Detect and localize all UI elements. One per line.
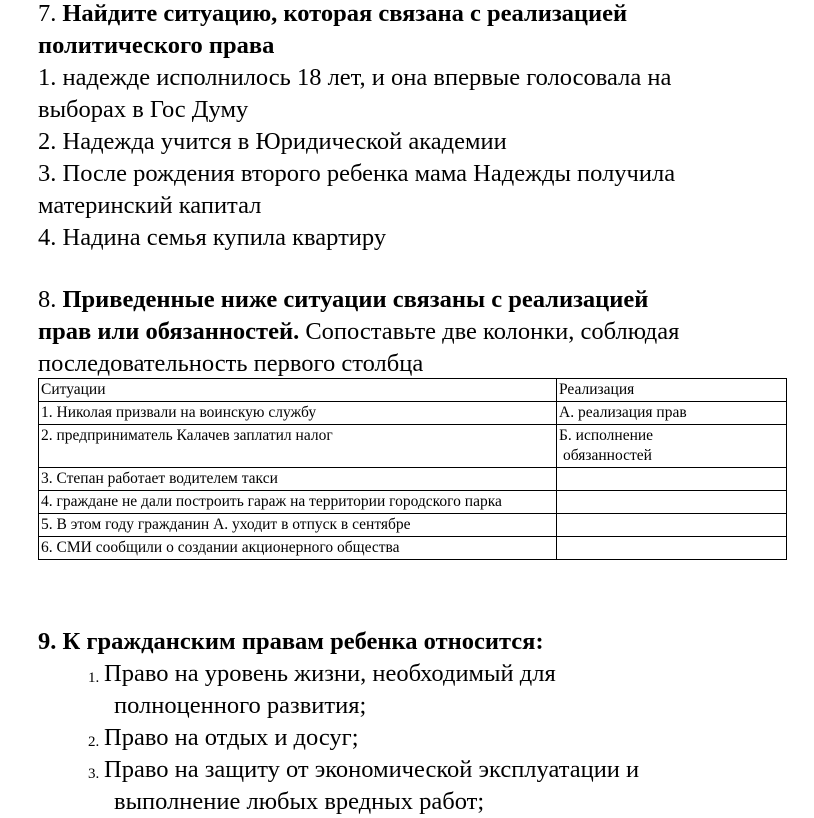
situation-cell: 1. Николая призвали на воинскую службу bbox=[39, 402, 557, 425]
q7-option-1-cont: выборах в Гос Думу bbox=[38, 96, 249, 123]
q7-option-4: 4. Надина семья купила квартиру bbox=[38, 224, 387, 251]
q7-option-3-cont: материнский капитал bbox=[38, 192, 262, 219]
situation-cell: 4. граждане не дали построить гараж на территории городского парка bbox=[39, 491, 557, 514]
question-9 bbox=[38, 626, 639, 818]
q9-item-3 bbox=[38, 754, 639, 786]
q7-title-line1 bbox=[38, 0, 675, 30]
q8-bold1: Приведенные ниже ситуации связаны с реализацией bbox=[62, 286, 649, 313]
realization-line2: обязанностей bbox=[563, 447, 652, 464]
table-row bbox=[39, 514, 787, 537]
question-8 bbox=[38, 284, 679, 380]
q7-number: 7. bbox=[38, 0, 57, 27]
q9-item-number: 2. bbox=[88, 734, 100, 750]
q8-instruction: Сопоставьте две колонки, соблюдая bbox=[299, 318, 680, 345]
table-row bbox=[39, 468, 787, 491]
q8-number: 8. bbox=[38, 286, 57, 313]
table-row bbox=[39, 537, 787, 560]
realization-cell bbox=[557, 514, 787, 537]
situation-cell: 6. СМИ сообщили о создании акционерного общества bbox=[39, 537, 557, 560]
q9-item-1 bbox=[38, 658, 639, 690]
q7-option-2: 2. Надежда учится в Юридической академии bbox=[38, 128, 507, 155]
table-header-row bbox=[39, 379, 787, 402]
q8-line1 bbox=[38, 284, 679, 316]
table-row bbox=[39, 491, 787, 514]
situation-cell: 3. Степан работает водителем такси bbox=[39, 468, 557, 491]
header-realization: Реализация bbox=[557, 379, 787, 402]
realization-line1: Б. исполнение bbox=[559, 427, 654, 444]
q7-title-bold: Найдите ситуацию, которая связана с реализацией bbox=[62, 0, 628, 27]
situation-cell: 2. предприниматель Калачев заплатил налог bbox=[39, 425, 557, 468]
question-7 bbox=[38, 0, 675, 254]
q7-option-1: 1. надежде исполнилось 18 лет, и она впервые голосовала на bbox=[38, 64, 672, 91]
realization-cell bbox=[557, 491, 787, 514]
q9-item-text: Право на защиту от экономической эксплуатации и bbox=[104, 756, 640, 783]
realization-cell bbox=[557, 425, 787, 468]
q8-line2 bbox=[38, 316, 679, 348]
matching-table bbox=[38, 378, 787, 560]
q9-title: 9. К гражданским правам ребенка относится: bbox=[38, 628, 544, 655]
q9-item-2 bbox=[38, 722, 639, 754]
q7-title-line2: политического права bbox=[38, 32, 275, 59]
realization-cell: А. реализация прав bbox=[557, 402, 787, 425]
q7-option-3: 3. После рождения второго ребенка мама Надежды получила bbox=[38, 160, 676, 187]
q9-item-1-cont: полноценного развития; bbox=[114, 692, 367, 719]
table-row bbox=[39, 425, 787, 468]
realization-cell bbox=[557, 537, 787, 560]
table-row bbox=[39, 402, 787, 425]
realization-cell bbox=[557, 468, 787, 491]
q9-item-text: Право на отдых и досуг; bbox=[104, 724, 359, 751]
q8-line3: последовательность первого столбца bbox=[38, 350, 424, 377]
q8-bold2: прав или обязанностей. bbox=[38, 318, 300, 345]
q9-item-3-cont: выполнение любых вредных работ; bbox=[114, 788, 485, 815]
situation-cell: 5. В этом году гражданин А. уходит в отпуск в сентябре bbox=[39, 514, 557, 537]
q9-item-number: 1. bbox=[88, 670, 100, 686]
q9-item-number: 3. bbox=[88, 766, 100, 782]
header-situations: Ситуации bbox=[39, 379, 557, 402]
q9-item-text: Право на уровень жизни, необходимый для bbox=[104, 660, 556, 687]
